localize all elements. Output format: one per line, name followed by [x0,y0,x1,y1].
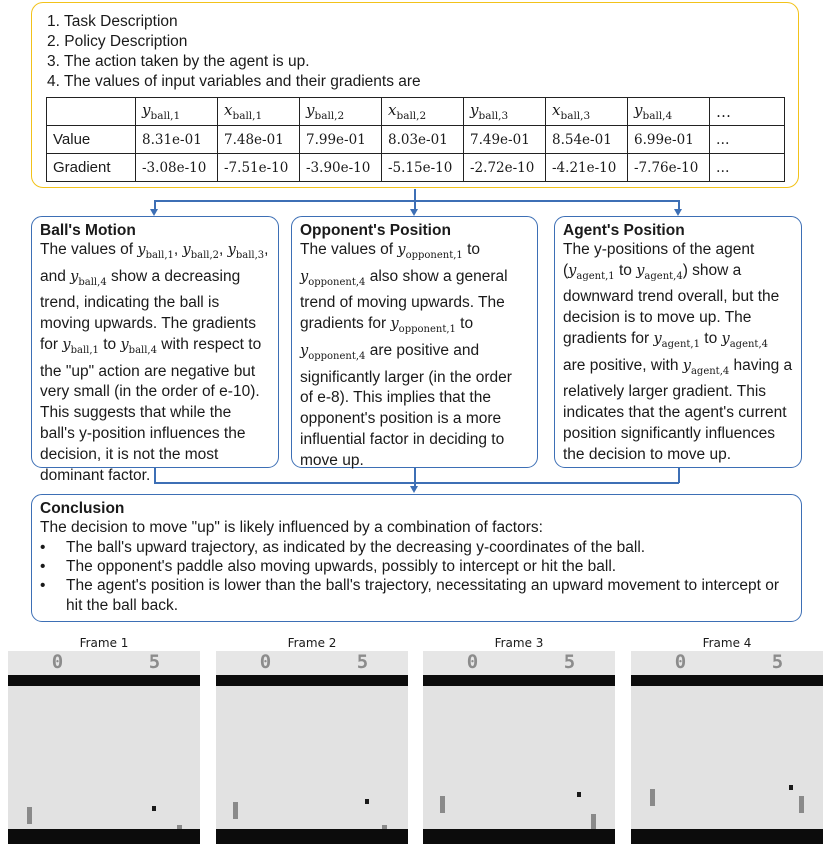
frame-label: Frame 2 [287,636,337,650]
svg-text:5: 5 [356,653,369,671]
ball [577,792,581,797]
score-bar [631,651,823,675]
prompt-box [31,2,799,188]
table-row-value [47,126,785,154]
value-ellipsis: … [710,126,785,154]
pong-screen [8,651,200,844]
connector-line [154,482,679,484]
value-cell: 7.48e-01 [218,126,300,154]
ball [152,806,156,811]
table-header-row [47,98,785,126]
svg-text:5: 5 [563,653,576,671]
table-header-cell: $x_{ball,2}$ [382,98,464,126]
gradient-cell: -7.51e-10 [218,154,300,182]
opponent-position-box [291,216,538,468]
frame-label: Frame 3 [494,636,544,650]
conclusion-bullet: • The ball's upward trajectory, as indicated by the decreasing y-coordinates of the ball. [40,538,793,557]
agent-position-text: The y-positions of the agent ($y_{agent,1}$ to $y_{agent,4}$) show a downward trend overall, but the decision is to move up. The gradients for $y_{agent,1}$ to $y_{agent,4}$ are positive, with $y_{agent,4}$ having a relatively larger gradient. This indicates that the agent's current position significantly influences the decision to move up. [563,241,793,463]
pong-screen [423,651,615,844]
svg-text:0: 0 [259,653,272,671]
connector-line [678,468,680,483]
value-cell: 8.54e-01 [546,126,628,154]
value-cell: 6.99e-01 [628,126,710,154]
gradient-cell: -7.76e-10 [628,154,710,182]
bottom-wall [631,829,823,844]
pong-screen [216,651,408,844]
gradient-ellipsis: … [710,154,785,182]
score-bar [216,651,408,675]
opponent-paddle [650,789,655,806]
table-corner-cell [47,98,136,126]
table-header-cell: $y_{ball,2}$ [300,98,382,126]
ball [365,799,369,804]
prompt-item-task: 1. Task Description [47,13,178,30]
score-right-digit [563,653,576,671]
table-header-cell: $y_{ball,3}$ [464,98,546,126]
prompt-item-action: 3. The action taken by the agent is up. [47,53,310,70]
table-header-cell: $y_{ball,1}$ [136,98,218,126]
value-cell: 8.31e-01 [136,126,218,154]
opponent-paddle [440,796,445,813]
conclusion-bullet: • The agent's position is lower than the ball's trajectory, necessitating an upward movement to intercept or hit the ball back. [40,576,793,614]
arrow-head [674,209,682,216]
table-header-cell: $x_{ball,3}$ [546,98,628,126]
arrow-head [150,209,158,216]
score-right-digit [356,653,369,671]
ball-motion-text: The values of $y_{ball,1}$, $y_{ball,2}$, $y_{ball,3}$, and $y_{ball,4}$ show a decreasing trend, indicating the ball is moving upwards. The gradients for $y_{ball,1}$ to $y_{ball,4}$ with respect to the "up" action are negative but very small (in the order of e-10). This suggests that while the ball's y-position influences the decision, it is not the most dominant factor. [40,241,269,484]
connector-line [154,468,156,483]
game-frame-4 [631,636,823,844]
table-header-cell: $y_{ball,4}$ [628,98,710,126]
bottom-wall [216,829,408,844]
prompt-item-policy: 2. Policy Description [47,33,188,50]
score-left-digit [466,653,479,671]
connector-line [154,200,156,209]
table-row-gradient [47,154,785,182]
game-frame-1 [8,636,200,844]
opponent-paddle [27,807,32,824]
ball-motion-title: Ball's Motion [40,222,136,239]
agent-position-box [554,216,802,468]
gradient-cell: -4.21e-10 [546,154,628,182]
connector-line [678,200,680,209]
score-left-digit [674,653,687,671]
value-cell: 7.49e-01 [464,126,546,154]
arrow-head [410,486,418,493]
svg-text:0: 0 [674,653,687,671]
gradient-cell: -2.72e-10 [464,154,546,182]
score-bar [423,651,615,675]
score-left-digit [51,653,64,671]
score-right-digit [148,653,161,671]
conclusion-box [31,494,802,622]
conclusion-title: Conclusion [40,500,125,517]
ball [789,785,793,790]
bottom-wall [8,829,200,844]
agent-position-title: Agent's Position [563,222,685,239]
frame-label: Frame 1 [79,636,129,650]
svg-text:0: 0 [466,653,479,671]
frame-label: Frame 4 [702,636,752,650]
score-bar [8,651,200,675]
ball-motion-box [31,216,279,484]
table-header-ellipsis: … [710,98,785,126]
table-header-cell: $x_{ball,1}$ [218,98,300,126]
opponent-position-title: Opponent's Position [300,222,451,239]
connector-line [154,200,679,202]
value-cell: 8.03e-01 [382,126,464,154]
row-label-value: Value [47,126,136,154]
gradient-cell: -3.90e-10 [300,154,382,182]
game-frame-2 [216,636,408,844]
agent-paddle [799,796,804,813]
arrow-head [410,209,418,216]
conclusion-list [40,538,793,615]
variables-table [46,97,785,182]
gradient-cell: -5.15e-10 [382,154,464,182]
game-frame-3 [423,636,615,844]
gradient-cell: -3.08e-10 [136,154,218,182]
connector-line [414,200,416,209]
prompt-item-variables: 4. The values of input variables and their gradients are [47,73,421,90]
top-wall [423,675,615,686]
top-wall [216,675,408,686]
opponent-position-text: The values of $y_{opponent,1}$ to $y_{opponent,4}$ also show a general trend of moving upwards. The gradients for $y_{opponent,1}$ to $y_{opponent,4}$ are positive and significantly larger (in the order of e-8). This implies that the opponent's position is a more influential factor in deciding to move up. [300,241,512,469]
score-right-digit [771,653,784,671]
svg-text:5: 5 [771,653,784,671]
svg-text:5: 5 [148,653,161,671]
svg-text:0: 0 [51,653,64,671]
score-left-digit [259,653,272,671]
top-wall [631,675,823,686]
opponent-paddle [233,802,238,819]
row-label-gradient: Gradient [47,154,136,182]
conclusion-bullet: • The opponent's paddle also moving upwards, possibly to intercept or hit the ball. [40,557,793,576]
conclusion-intro: The decision to move "up" is likely influenced by a combination of factors: [40,519,543,536]
value-cell: 7.99e-01 [300,126,382,154]
bottom-wall [423,829,615,844]
top-wall [8,675,200,686]
pong-screen [631,651,823,844]
